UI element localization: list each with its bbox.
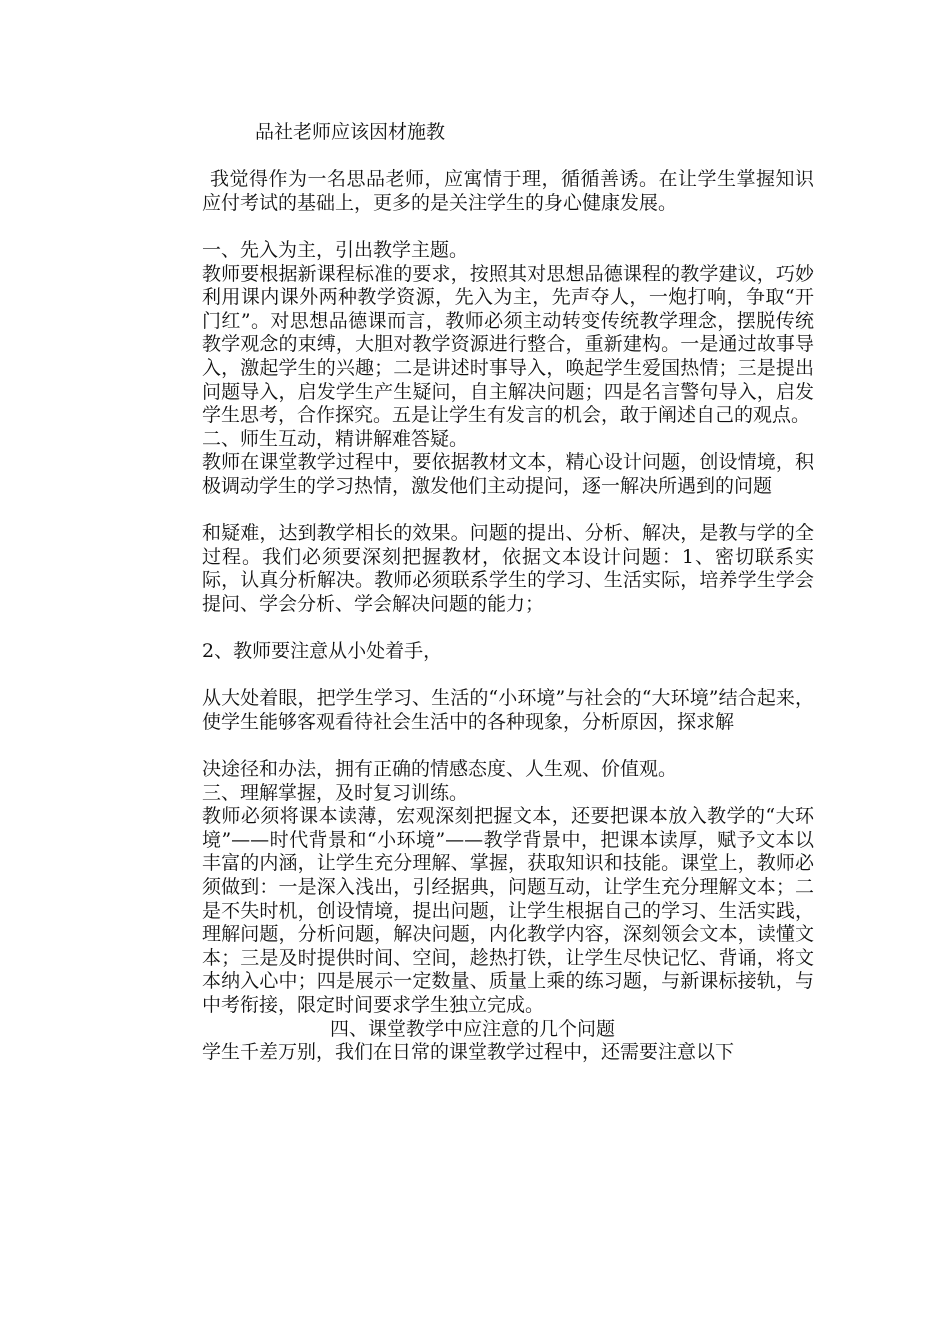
blank-line <box>202 616 814 640</box>
document-title: 品社老师应该因材施教 <box>255 121 446 143</box>
section4-heading: 四、课堂教学中应注意的几个问题 <box>330 1017 616 1040</box>
blank-line <box>202 145 814 169</box>
blank-line <box>202 499 814 523</box>
section3-paragraph: 教师必须将课本读薄，宏观深刻把握文本，还要把课本放入教学的“大环境”——时代背景和“小环境”——教学背景中，把课本读厚，赋予文本以丰富的内涵，让学生充分理解、掌握，获取知识和技能。课堂上，教师必须做到：一是深入浅出，引经据典，问题互动，让学生充分理解文本；二是不失时机，创设情境，提出问题，让学生根据自己的学习、生活实践，理解问题，分析问题，解决问题，内化教学内容，深刻领会文本，读懂文本；三是及时提供时间、空间，趁热打铁，让学生尽快记忆、背诵，将文本纳入心中；四是展示一定数量、质量上乘的练习题，与新课标接轨，与中考衔接，限定时间要求学生独立完成。 <box>202 805 814 1016</box>
section1-heading: 一、先入为主，引出教学主题。 <box>202 238 469 261</box>
section2-paragraph-b: 和疑难，达到教学相长的效果。问题的提出、分析、解决，是教与学的全过程。我们必须要深刻把握教材，依据文本设计问题：1、密切联系实际，认真分析解决。教师必须联系学生的学习、生活实际，培养学生学会提问、学会分析、学会解决问题的能力； <box>202 522 814 615</box>
document-body <box>202 121 814 1065</box>
section2-point2: 2、教师要注意从小处着手， <box>202 640 443 663</box>
section2-paragraph-d: 决途径和办法，拥有正确的情感态度、人生观、价值观。 <box>202 758 678 781</box>
blank-line <box>202 215 814 239</box>
section2-paragraph-a: 教师在课堂教学过程中，要依据教材文本，精心设计问题，创设情境，积极调动学生的学习热情，激发他们主动提问，逐一解决所遇到的问题 <box>202 451 814 497</box>
blank-line <box>202 664 814 688</box>
intro-paragraph: 我觉得作为一名思品老师，应寓情于理，循循善诱。在让学生掌握知识应付考试的基础上，更多的是关注学生的身心健康发展。 <box>202 168 814 214</box>
blank-line <box>202 734 814 758</box>
section4-paragraph: 学生千差万别，我们在日常的课堂教学过程中，还需要注意以下 <box>202 1041 735 1064</box>
section2-paragraph-c: 从大处着眼，把学生学习、生活的“小环境”与社会的“大环境”结合起来，使学生能够客观看待社会生活中的各种现象，分析原因，探求解 <box>202 687 814 733</box>
section2-heading: 二、师生互动，精讲解难答疑。 <box>202 427 469 450</box>
section3-heading: 三、理解掌握，及时复习训练。 <box>202 781 469 804</box>
section1-paragraph: 教师要根据新课程标准的要求，按照其对思想品德课程的教学建议，巧妙利用课内课外两种教学资源，先入为主，先声夺人，一炮打响，争取“开门红”。对思想品德课而言，教师必须主动转变传统教学理念，摆脱传统教学观念的束缚，大胆对教学资源进行整合，重新建构。一是通过故事导入，激起学生的兴趣；二是讲述时事导入，唤起学生爱国热情；三是提出问题导入，启发学生产生疑问，自主解决问题；四是名言警句导入，启发学生思考，合作探究。五是让学生有发言的机会，敢于阐述自己的观点。 <box>202 262 814 427</box>
